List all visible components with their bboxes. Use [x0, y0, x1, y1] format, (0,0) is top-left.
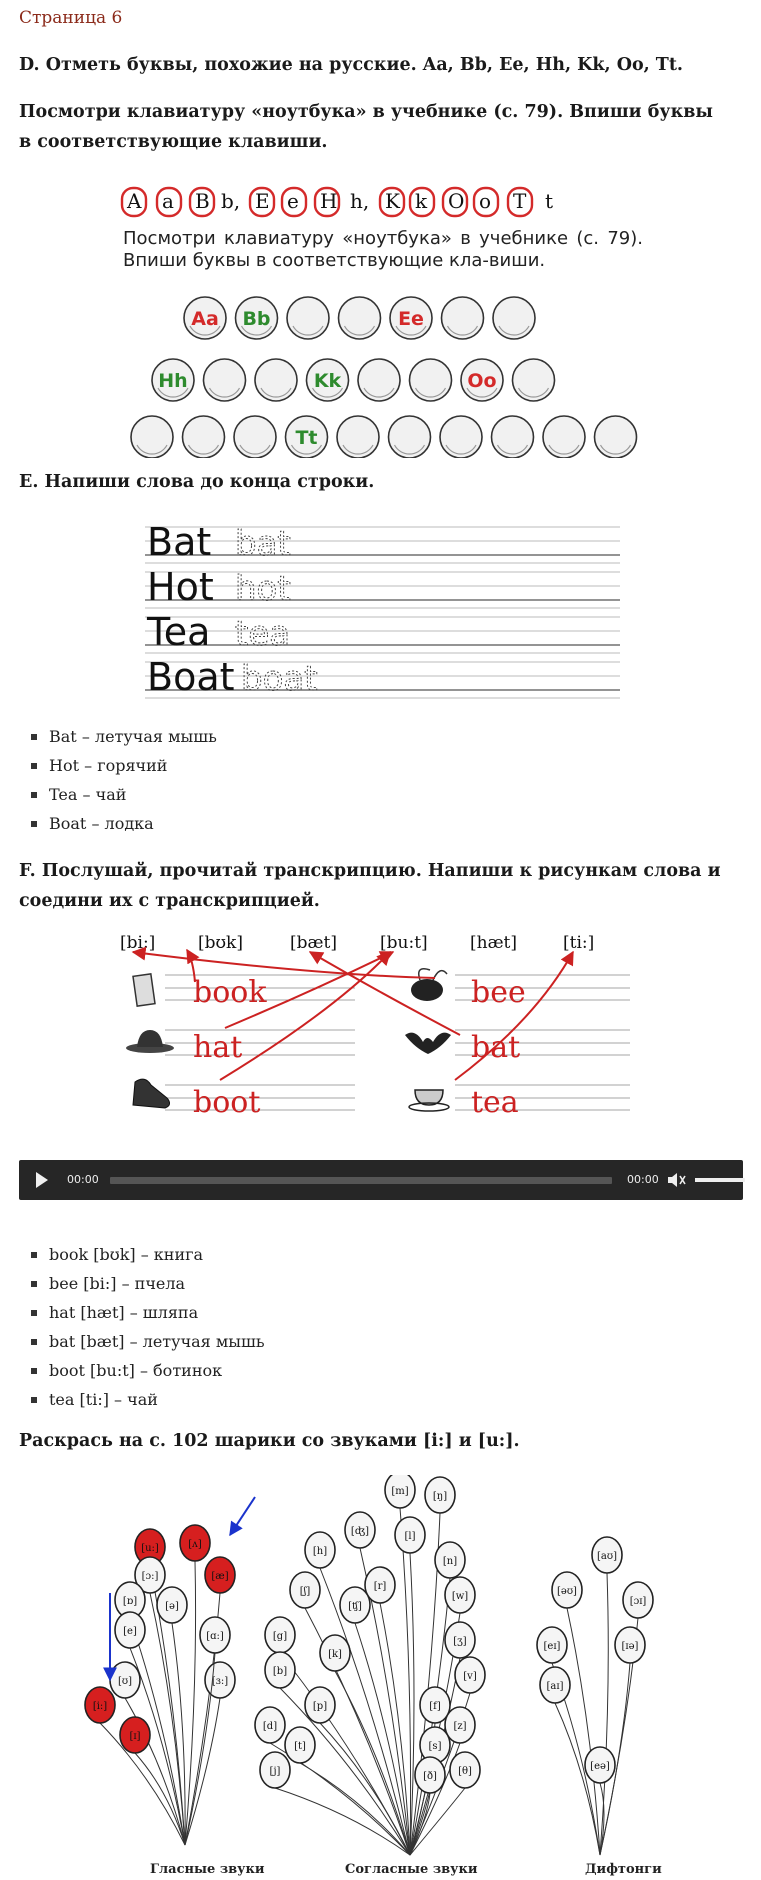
balloon-sound-label: [ɔɪ] [629, 1596, 647, 1607]
balloon-sound-label: [b] [272, 1666, 288, 1677]
keyboard-key [358, 359, 400, 401]
balloon-sound-label: [ɪə] [621, 1641, 639, 1652]
keyboard-key [389, 416, 431, 458]
answer-word: hat [193, 1030, 243, 1065]
balloon-sound-label: [ʤ] [350, 1526, 370, 1537]
answer-word: book [193, 975, 267, 1010]
vocabulary-item: Tea – чай [29, 780, 217, 809]
balloon-sound-label: [s] [428, 1741, 442, 1752]
vocabulary-item: hat [hæt] – шляпа [29, 1298, 265, 1327]
boot-icon [133, 1079, 170, 1108]
letter-B: B [195, 189, 210, 213]
balloon-sound-label: [ŋ] [432, 1491, 448, 1502]
balloon-group-caption: Гласные звуки [150, 1862, 265, 1877]
keyboard-key [255, 359, 297, 401]
play-button[interactable] [36, 1172, 48, 1188]
matching-arrow [187, 950, 195, 982]
answer-word: tea [471, 1085, 519, 1120]
balloon-sound-label: [aʊ] [597, 1551, 617, 1562]
key-letter-tt: Tt [295, 427, 318, 449]
section-d-heading: D. Отметь буквы, похожие на русские. Aa, Bb, Ee, Hh, Kk, Oo, Tt. [19, 55, 684, 75]
textbook-instruction: Посмотри клавиатуру «ноутбука» в учебнике (с. 79). Впиши буквы в соответствующие кла-виши. [123, 228, 643, 271]
keyboard-key [183, 416, 225, 458]
answer-word: bee [471, 975, 526, 1010]
letter-O: O [448, 189, 465, 213]
tracing-word: tea [235, 614, 291, 654]
balloon-sound-label: [ʧ] [348, 1601, 362, 1612]
tracing-word: hot [235, 569, 291, 609]
tracing-word: boat [241, 659, 318, 699]
balloon-group [85, 1525, 235, 1845]
balloon-sound-label: [g] [272, 1631, 288, 1642]
balloon-sound-label: [j] [269, 1766, 281, 1777]
bee-icon [411, 969, 447, 1001]
audio-duration: 00:00 [627, 1173, 659, 1186]
letter-h: h, [350, 189, 370, 213]
keyboard-key [442, 297, 484, 339]
keyboard-key [339, 297, 381, 339]
vocabulary-item: bee [bi:] – пчела [29, 1269, 265, 1298]
balloon-sound-label: [æ] [211, 1571, 229, 1582]
letter-o: o [479, 189, 492, 213]
matching-figure [115, 930, 645, 1140]
key-letter-bb: Bb [242, 308, 271, 330]
balloon-sound-label: [əʊ] [557, 1586, 577, 1597]
keyboard-key [337, 416, 379, 458]
handwriting-word: Tea [147, 610, 211, 654]
balloon-sound-label: [r] [373, 1581, 387, 1592]
balloon-sound-label: [θ] [458, 1766, 472, 1777]
balloon-sound-label: [ʌ] [188, 1539, 202, 1550]
keyboard-key [287, 297, 329, 339]
vocabulary-item: boot [bu:t] – ботинок [29, 1356, 265, 1385]
vocabulary-item: Hot – горячий [29, 751, 217, 780]
transcription-label: [bæt] [290, 933, 337, 953]
letter-t: t [545, 189, 554, 213]
audio-current-time: 00:00 [67, 1173, 99, 1186]
hat-icon [126, 1030, 174, 1053]
balloon-sound-label: [i:] [92, 1701, 108, 1712]
balloon-sound-label: [ɜ:] [211, 1676, 229, 1687]
transcription-label: [hæt] [470, 933, 518, 953]
transcription-label: [bu:t] [380, 933, 428, 953]
matching-arrow [133, 952, 435, 978]
balloon-sound-label: [ə] [165, 1601, 179, 1612]
answer-word: bat [471, 1030, 521, 1065]
key-letter-hh: Hh [158, 370, 188, 392]
vocabulary-item: tea [ti:] – чай [29, 1385, 265, 1414]
balloon-sound-label: [v] [463, 1671, 477, 1682]
letter-a: a [162, 189, 174, 213]
balloon-sound-label: [t] [294, 1741, 306, 1752]
letter-E: E [255, 189, 270, 213]
balloon-sound-label: [eɪ] [543, 1641, 561, 1652]
audio-player [19, 1160, 743, 1200]
key-letter-aa: Aa [191, 308, 219, 330]
balloon-sound-label: [ɔ:] [141, 1571, 159, 1582]
transcription-label: [bʊk] [198, 933, 243, 953]
letter-b: b, [221, 189, 241, 213]
balloon-group [255, 1475, 485, 1855]
balloon-sound-label: [eə] [590, 1761, 610, 1772]
section-e-heading: E. Напиши слова до конца строки. [19, 472, 375, 492]
letters-row [115, 180, 645, 222]
pointer-arrow [230, 1497, 255, 1535]
letter-e: e [287, 189, 299, 213]
balloon-sound-label: [e] [123, 1626, 137, 1637]
keyboard-key [234, 416, 276, 458]
balloons-heading: Раскрась на с. 102 шарики со звуками [i:] и [u:]. [19, 1431, 520, 1451]
transcription-label: [ti:] [563, 933, 595, 953]
balloon-sound-label: [u:] [141, 1543, 159, 1554]
balloon-sound-label: [n] [442, 1556, 458, 1567]
balloon-sound-label: [ɑ:] [206, 1631, 224, 1642]
balloon-sound-label: [h] [312, 1546, 328, 1557]
balloon-sound-label: [d] [262, 1721, 278, 1732]
keyboard-key [513, 359, 555, 401]
key-letter-ee: Ee [398, 308, 424, 330]
keyboard-key [492, 416, 534, 458]
balloon-sound-label: [f] [429, 1701, 441, 1712]
balloon-group-caption: Дифтонги [585, 1862, 662, 1877]
balloon-sound-label: [z] [453, 1721, 467, 1732]
volume-icon[interactable] [667, 1172, 687, 1188]
letter-H: H [320, 189, 338, 213]
keyboard-key [595, 416, 637, 458]
tracing-word: bat [235, 524, 291, 564]
handwriting-word: Hot [147, 565, 214, 609]
section-f-vocabulary [29, 1240, 265, 1414]
balloon-sound-label: [ʊ] [117, 1676, 133, 1687]
transcription-label: [bi:] [120, 933, 156, 953]
balloon-sound-label: [aɪ] [546, 1681, 564, 1692]
key-letter-kk: Kk [313, 370, 342, 392]
teacup-icon [409, 1090, 449, 1111]
keyboard-key [204, 359, 246, 401]
balloon-sound-label: [p] [312, 1701, 328, 1712]
keyboard-key [440, 416, 482, 458]
key-letter-oo: Oo [467, 370, 497, 392]
volume-slider[interactable] [695, 1178, 745, 1182]
letter-T: T [513, 189, 527, 213]
letter-A: A [127, 189, 142, 213]
balloon-sound-label: [m] [391, 1486, 409, 1497]
handwriting-word: Boat [147, 655, 235, 699]
balloon-sound-label: [ʒ] [453, 1636, 467, 1647]
letter-k: k [415, 189, 428, 213]
handwriting-figure [145, 515, 635, 705]
vocabulary-item: Boat – лодка [29, 809, 217, 838]
vocabulary-item: Bat – летучая мышь [29, 722, 217, 751]
balloon-sound-label: [ɒ] [122, 1596, 138, 1607]
balloon-sound-label: [ɪ] [129, 1731, 141, 1742]
balloon-sound-label: [ʃ] [299, 1586, 311, 1597]
handwriting-word: Bat [147, 520, 212, 564]
balloons-figure [80, 1475, 680, 1880]
balloon-sound-label: [k] [328, 1649, 342, 1660]
keyboard-figure [120, 288, 650, 458]
section-d-instruction: Посмотри клавиатуру «ноутбука» в учебнике (с. 79). Впиши буквы в соответствующие клавиши. [19, 102, 713, 152]
page-label: Страница 6 [19, 8, 123, 28]
balloon-sound-label: [l] [404, 1531, 416, 1542]
keyboard-key [410, 359, 452, 401]
keyboard-key [543, 416, 585, 458]
audio-progress-slider[interactable] [110, 1177, 612, 1184]
keyboard-key [493, 297, 535, 339]
answer-word: boot [193, 1085, 261, 1120]
letter-K: K [385, 189, 400, 213]
section-f-heading: F. Послушай, прочитай транскрипцию. Напиши к рисункам слова и соедини их с транскрипцией. [19, 861, 721, 911]
balloon-sound-label: [w] [451, 1591, 469, 1602]
vocabulary-item: book [bʊk] – книга [29, 1240, 265, 1269]
vocabulary-item: bat [bæt] – летучая мышь [29, 1327, 265, 1356]
keyboard-key [131, 416, 173, 458]
balloon-sound-label: [ð] [423, 1771, 437, 1782]
section-e-vocabulary [29, 722, 217, 838]
balloon-group [537, 1537, 653, 1855]
balloon-group-caption: Согласные звуки [345, 1862, 478, 1877]
bat-icon [405, 1033, 451, 1054]
book-icon [133, 974, 155, 1006]
